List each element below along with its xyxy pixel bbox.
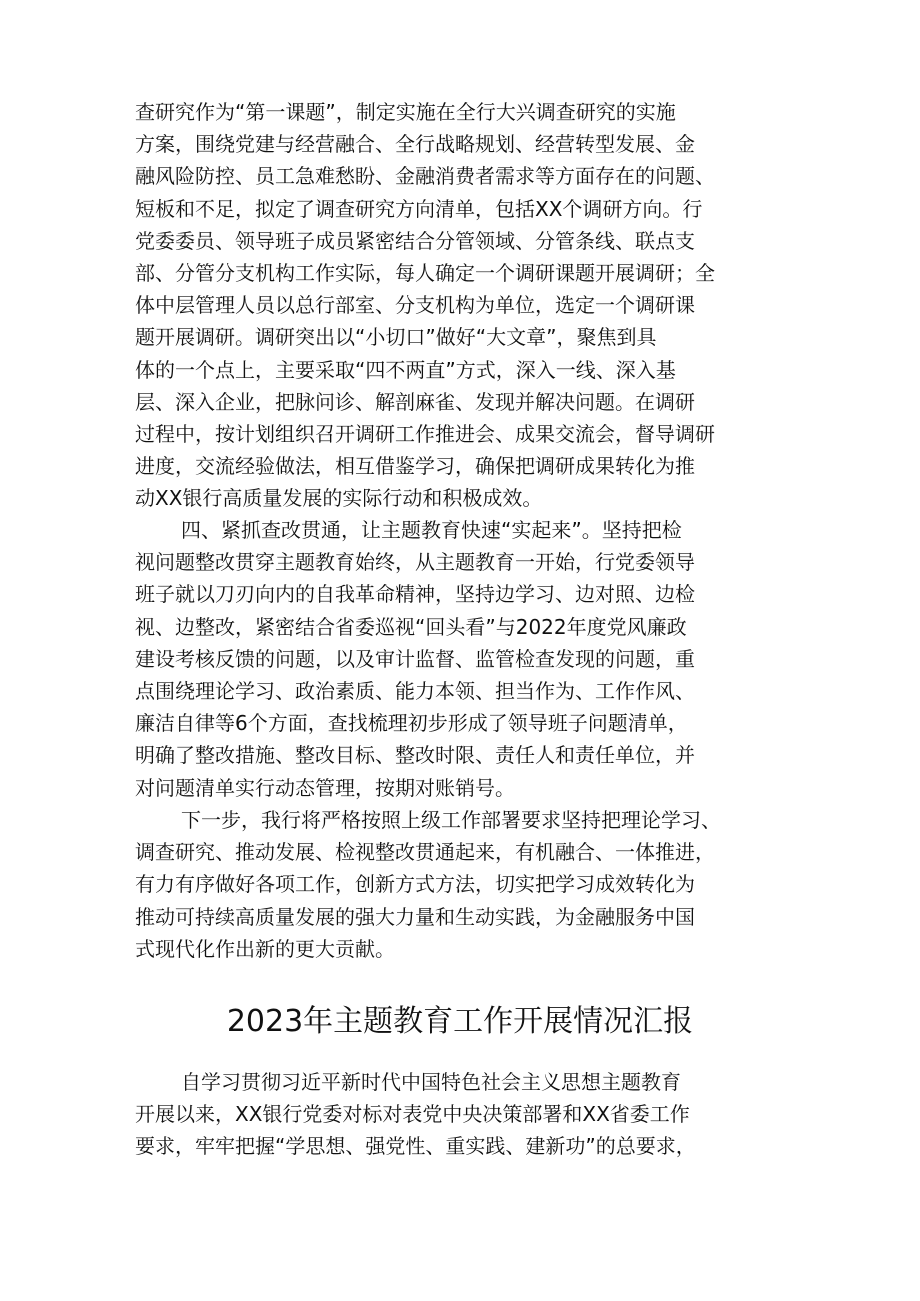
text-line: 动XX银行高质量发展的实际行动和积极成效。 (135, 486, 543, 511)
text-line: 下一步，我行将严格按照上级工作部署要求坚持把理论学习、 (181, 808, 721, 832)
text-line: 短板和不足，拟定了调查研究方向清单，包括XX个调研方向。行 (135, 196, 703, 221)
paragraph-research (135, 96, 800, 514)
text-line: 过程中，按计划组织召开调研工作推进会、成果交流会，督导调研 (135, 421, 715, 446)
text-line: 建设考核反馈的问题，以及审计监督、监管检查发现的问题，重 (135, 646, 695, 671)
text-line: 四、紧抓查改贯通，让主题教育快速“实起来”。坚持把检 (181, 518, 682, 542)
text-line: 查研究作为“第一课题”，制定实施在全行大兴调查研究的实施 (135, 100, 676, 124)
text-line: 廉洁自律等6个方面，查找梳理初步形成了领导班子问题清单， (135, 711, 688, 736)
text-line: 开展以来，XX银行党委对标对表党中央决策部署和XX省委工作 (135, 1102, 690, 1127)
paragraph-intro (135, 1066, 800, 1163)
text-line: 视问题整改贯穿主题教育始终，从主题教育一开始，行党委领导 (135, 550, 695, 575)
text-line: 推动可持续高质量发展的强大力量和生动实践，为金融服务中国 (135, 904, 695, 929)
report-title: 2023年主题教育工作开展情况汇报 (226, 1004, 694, 1039)
text-line: 明确了整改措施、整改目标、整改时限、责任人和责任单位，并 (135, 743, 695, 768)
text-line: 体的一个点上，主要采取“四不两直”方式，深入一线、深入基 (135, 357, 676, 382)
text-line: 层、深入企业，把脉问诊、解剖麻雀、发现并解决问题。在调研 (135, 389, 695, 414)
text-line: 视、边整改，紧密结合省委巡视“回头看”与2022年度党风廉政 (135, 614, 687, 639)
text-line: 对问题清单实行动态管理，按期对账销号。 (135, 775, 515, 800)
text-line: 班子就以刀刃向内的自我革命精神，坚持边学习、边对照、边检 (135, 582, 695, 607)
text-line: 调查研究、推动发展、检视整改贯通起来，有机融合、一体推进， (135, 840, 715, 865)
text-line: 进度，交流经验做法，相互借鉴学习，确保把调研成果转化为推 (135, 454, 695, 479)
text-line: 式现代化作出新的更大贡献。 (135, 936, 395, 961)
text-line: 要求，牢牢把握“学思想、强党性、重实践、建新功”的总要求， (135, 1134, 696, 1159)
text-line: 党委委员、领导班子成员紧密结合分管领域、分管条线、联点支 (135, 228, 695, 253)
text-line: 有力有序做好各项工作，创新方式方法，切实把学习成效转化为 (135, 872, 695, 897)
text-line: 题开展调研。调研突出以“小切口”做好“大文章”，聚焦到具 (135, 325, 657, 350)
text-line: 点围绕理论学习、政治素质、能力本领、担当作为、工作作风、 (135, 678, 695, 703)
paragraph-rectification (135, 514, 800, 804)
text-line: 方案，围绕党建与经营融合、全行战略规划、经营转型发展、金 (135, 132, 695, 157)
text-line: 部、分管分支机构工作实际，每人确定一个调研课题开展调研；全 (135, 260, 715, 285)
text-line: 融风险防控、员工急难愁盼、金融消费者需求等方面存在的问题、 (135, 164, 715, 189)
text-line: 自学习贯彻习近平新时代中国特色社会主义思想主题教育 (181, 1070, 681, 1094)
text-line: 体中层管理人员以总行部室、分支机构为单位，选定一个调研课 (135, 293, 695, 318)
paragraph-next-step (135, 804, 800, 965)
